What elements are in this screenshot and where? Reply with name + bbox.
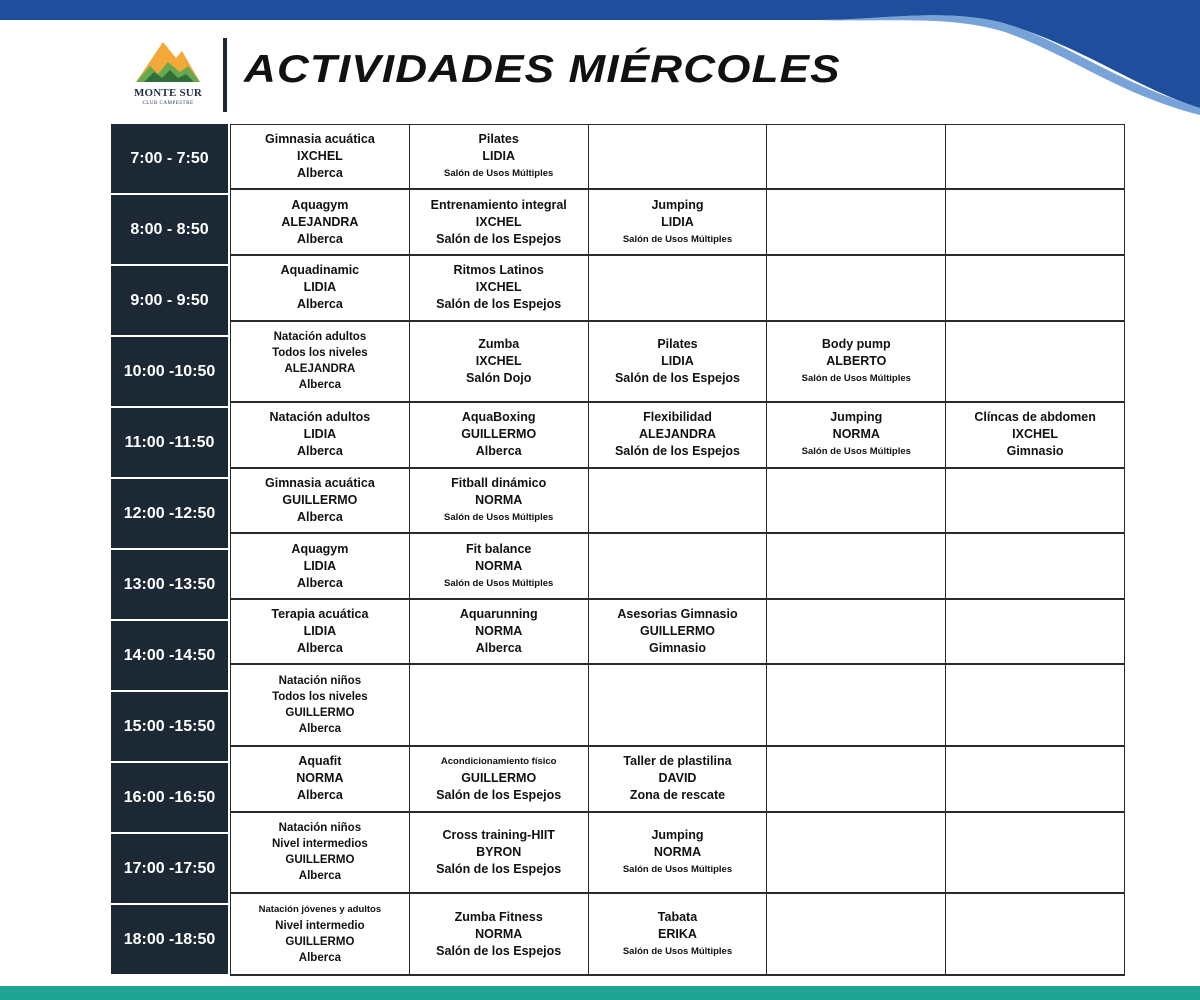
activity-name: Acondicionamiento físico xyxy=(440,756,557,768)
location-name: Salón de Usos Múltiples xyxy=(622,863,733,875)
activity-name: Cross training-HIIT xyxy=(442,827,555,842)
activity-name: Taller de plastilina xyxy=(623,754,732,769)
title-divider xyxy=(223,38,227,112)
activity-cell xyxy=(231,255,410,321)
location-name: Salón de los Espejos xyxy=(436,231,562,246)
time-slot: 16:00 -16:50 xyxy=(111,763,228,832)
schedule-row xyxy=(231,402,1125,468)
activity-name: Clíncas de abdomen xyxy=(974,410,1096,425)
schedule-row xyxy=(231,664,1125,746)
activity-cell xyxy=(767,664,946,746)
instructor-name: GUILLERMO xyxy=(282,493,358,508)
activity-name: Gimnasia acuática xyxy=(265,476,375,491)
activity-cell xyxy=(946,125,1125,190)
location-name: Salón de los Espejos xyxy=(436,297,562,312)
activity-cell xyxy=(409,468,588,534)
location-name: Salón de Usos Múltiples xyxy=(801,446,911,458)
location-name: Alberca xyxy=(296,297,343,312)
activity-name: Fit balance xyxy=(466,541,532,556)
location-name: Gimnasio xyxy=(1006,444,1064,459)
activity-name: Natación niños xyxy=(278,675,362,688)
activity-cell xyxy=(409,402,588,468)
activity-cell xyxy=(588,125,767,190)
location-name: Zona de rescate xyxy=(629,788,726,803)
activity-name: Natación adultos xyxy=(273,331,367,344)
schedule-row xyxy=(231,893,1125,975)
location-name: Alberca xyxy=(296,444,343,459)
location-name: Alberca xyxy=(296,510,343,525)
activity-cell xyxy=(231,664,410,746)
activity-cell xyxy=(588,746,767,812)
activity-name: Aquafit xyxy=(298,754,342,769)
instructor-name: IXCHEL xyxy=(475,280,522,295)
activity-cell xyxy=(946,533,1125,599)
location-name: Alberca xyxy=(298,379,341,392)
instructor-name: NORMA xyxy=(475,926,523,941)
schedule-row xyxy=(231,321,1125,403)
activity-name: Tabata xyxy=(657,909,698,924)
activity-cell xyxy=(946,893,1125,975)
activity-cell xyxy=(946,189,1125,255)
activity-cell xyxy=(767,746,946,812)
activity-name: Body pump xyxy=(821,336,891,351)
instructor-name: LIDIA xyxy=(303,280,337,295)
instructor-name: NORMA xyxy=(475,493,523,508)
schedule-row xyxy=(231,746,1125,812)
instructor-name: IXCHEL xyxy=(1012,427,1059,442)
activity-name: Fitball dinámico xyxy=(451,476,547,491)
location-name: Salón de Usos Múltiples xyxy=(622,233,733,245)
schedule-row xyxy=(231,533,1125,599)
time-slot: 11:00 -11:50 xyxy=(111,408,228,477)
instructor-name: NORMA xyxy=(475,624,523,639)
time-slot: 12:00 -12:50 xyxy=(111,479,228,548)
instructor-name: LIDIA xyxy=(661,353,694,368)
instructor-name: ALEJANDRA xyxy=(281,214,359,229)
location-name: Alberca xyxy=(298,723,341,736)
activity-name: Entrenamiento integral xyxy=(430,197,567,212)
location-name: Salón de Usos Múltiples xyxy=(801,372,911,384)
location-name: Salón de los Espejos xyxy=(436,943,562,958)
activity-level: Nivel intermedios xyxy=(271,838,368,851)
instructor-name: LIDIA xyxy=(303,427,337,442)
activity-name: Asesorias Gimnasio xyxy=(617,607,738,622)
activity-cell xyxy=(767,893,946,975)
time-slot: 7:00 - 7:50 xyxy=(111,124,228,193)
instructor-name: DAVID xyxy=(658,771,697,786)
instructor-name: IXCHEL xyxy=(475,214,522,229)
activity-name: Jumping xyxy=(651,827,704,842)
schedule-grid xyxy=(230,124,1125,976)
activity-name: Natación jóvenes y adultos xyxy=(258,904,382,916)
activity-cell xyxy=(409,812,588,894)
activity-cell xyxy=(409,189,588,255)
time-slot: 14:00 -14:50 xyxy=(111,621,228,690)
time-slot-column xyxy=(111,124,228,976)
activity-name: Zumba Fitness xyxy=(454,909,543,924)
activity-cell xyxy=(946,321,1125,403)
schedule-row xyxy=(231,599,1125,665)
activity-cell xyxy=(767,812,946,894)
activity-name: Gimnasia acuática xyxy=(265,132,375,147)
activity-cell xyxy=(231,125,410,190)
schedule-row xyxy=(231,189,1125,255)
activity-cell xyxy=(588,189,767,255)
activity-cell xyxy=(409,746,588,812)
instructor-name: ALBERTO xyxy=(826,353,887,368)
location-name: Salón de Usos Múltiples xyxy=(444,512,554,524)
location-name: Alberca xyxy=(475,444,522,459)
activity-name: AquaBoxing xyxy=(461,410,536,425)
activity-cell xyxy=(946,468,1125,534)
instructor-name: LIDIA xyxy=(661,214,694,229)
activity-cell xyxy=(231,533,410,599)
activity-cell xyxy=(231,599,410,665)
activity-cell xyxy=(409,255,588,321)
activity-level: Todos los niveles xyxy=(272,347,368,360)
instructor-name: BYRON xyxy=(476,844,522,859)
activity-cell xyxy=(767,321,946,403)
instructor-name: GUILLERMO xyxy=(285,936,355,949)
time-slot: 15:00 -15:50 xyxy=(111,692,228,761)
logo-subtitle: CLUB CAMPESTRE xyxy=(142,101,194,106)
activity-cell xyxy=(767,468,946,534)
activity-cell xyxy=(588,468,767,534)
location-name: Alberca xyxy=(298,952,341,965)
activity-name: Natación adultos xyxy=(269,410,371,425)
activity-name: Zumba xyxy=(478,336,520,351)
activity-cell xyxy=(946,664,1125,746)
time-slot: 18:00 -18:50 xyxy=(111,905,228,974)
activity-name: Jumping xyxy=(830,410,883,425)
location-name: Alberca xyxy=(296,788,343,803)
instructor-name: IXCHEL xyxy=(296,149,343,164)
location-name: Salón de los Espejos xyxy=(436,861,562,876)
instructor-name: NORMA xyxy=(475,558,523,573)
activity-cell xyxy=(588,599,767,665)
location-name: Salón de Usos Múltiples xyxy=(622,945,733,957)
activity-name: Aquarunning xyxy=(459,607,538,622)
activity-cell xyxy=(231,402,410,468)
activity-name: Terapia acuática xyxy=(271,607,369,622)
activity-cell xyxy=(588,402,767,468)
activity-cell xyxy=(231,746,410,812)
location-name: Salón de Usos Múltiples xyxy=(444,168,554,180)
activity-cell xyxy=(231,468,410,534)
activity-cell xyxy=(231,893,410,975)
activity-cell xyxy=(231,812,410,894)
activity-cell xyxy=(231,321,410,403)
activity-cell xyxy=(767,125,946,190)
activity-cell xyxy=(946,255,1125,321)
activity-cell xyxy=(767,189,946,255)
activity-name: Flexibilidad xyxy=(643,410,712,425)
activity-cell xyxy=(588,812,767,894)
time-slot: 8:00 - 8:50 xyxy=(111,195,228,264)
instructor-name: NORMA xyxy=(653,844,702,859)
schedule-row xyxy=(231,125,1125,190)
activity-cell xyxy=(588,664,767,746)
location-name: Alberca xyxy=(296,166,343,181)
instructor-name: LIDIA xyxy=(303,624,337,639)
activity-name: Pilates xyxy=(657,336,698,351)
activity-cell xyxy=(767,533,946,599)
activity-cell xyxy=(946,599,1125,665)
time-slot: 13:00 -13:50 xyxy=(111,550,228,619)
location-name: Salón Dojo xyxy=(466,370,532,385)
location-name: Alberca xyxy=(296,575,343,590)
activity-cell xyxy=(409,125,588,190)
instructor-name: GUILLERMO xyxy=(285,707,355,720)
schedule-row xyxy=(231,812,1125,894)
activity-cell xyxy=(767,599,946,665)
instructor-name: ALEJANDRA xyxy=(638,427,717,442)
instructor-name: NORMA xyxy=(832,427,880,442)
location-name: Salón de los Espejos xyxy=(614,444,741,459)
activity-cell xyxy=(409,664,588,746)
location-name: Salón de los Espejos xyxy=(614,370,741,385)
instructor-name: GUILLERMO xyxy=(285,854,355,867)
activity-name: Natación niños xyxy=(278,822,362,835)
location-name: Alberca xyxy=(298,870,341,883)
activity-cell xyxy=(946,402,1125,468)
activity-cell xyxy=(409,533,588,599)
instructor-name: NORMA xyxy=(296,771,344,786)
activity-cell xyxy=(409,321,588,403)
activity-name: Ritmos Latinos xyxy=(453,263,544,278)
activity-cell xyxy=(946,812,1125,894)
activity-cell xyxy=(409,893,588,975)
instructor-name: LIDIA xyxy=(303,558,337,573)
activity-cell xyxy=(946,746,1125,812)
activity-level: Nivel intermedio xyxy=(275,920,365,933)
location-name: Gimnasio xyxy=(649,641,706,656)
location-name: Salón de Usos Múltiples xyxy=(444,577,554,589)
activity-cell xyxy=(409,599,588,665)
time-slot: 17:00 -17:50 xyxy=(111,834,228,903)
activity-name: Aquadinamic xyxy=(280,263,360,278)
instructor-name: ALEJANDRA xyxy=(284,363,356,376)
logo-name: MONTE SUR xyxy=(133,87,203,99)
activity-name: Aquagym xyxy=(291,541,349,556)
instructor-name: GUILLERMO xyxy=(461,771,537,786)
activity-cell xyxy=(231,189,410,255)
instructor-name: GUILLERMO xyxy=(461,427,537,442)
activity-name: Aquagym xyxy=(291,197,349,212)
page-title: ACTIVIDADES MIÉRCOLES xyxy=(244,48,841,91)
footer-bar xyxy=(0,986,1200,1000)
activity-cell xyxy=(588,893,767,975)
location-name: Salón de los Espejos xyxy=(436,788,562,803)
location-name: Alberca xyxy=(296,641,343,656)
activity-name: Pilates xyxy=(478,132,519,147)
instructor-name: ERIKA xyxy=(658,926,697,941)
activity-cell xyxy=(588,533,767,599)
activity-cell xyxy=(767,402,946,468)
instructor-name: GUILLERMO xyxy=(639,624,715,639)
location-name: Alberca xyxy=(475,641,522,656)
schedule-row xyxy=(231,468,1125,534)
instructor-name: IXCHEL xyxy=(475,353,522,368)
activity-cell xyxy=(588,321,767,403)
activity-cell xyxy=(588,255,767,321)
activity-cell xyxy=(767,255,946,321)
location-name: Alberca xyxy=(296,231,343,246)
time-slot: 9:00 - 9:50 xyxy=(111,266,228,335)
activity-level: Todos los niveles xyxy=(272,691,368,704)
schedule-row xyxy=(231,255,1125,321)
instructor-name: LIDIA xyxy=(482,149,516,164)
time-slot: 10:00 -10:50 xyxy=(111,337,228,406)
activity-name: Jumping xyxy=(651,197,704,212)
